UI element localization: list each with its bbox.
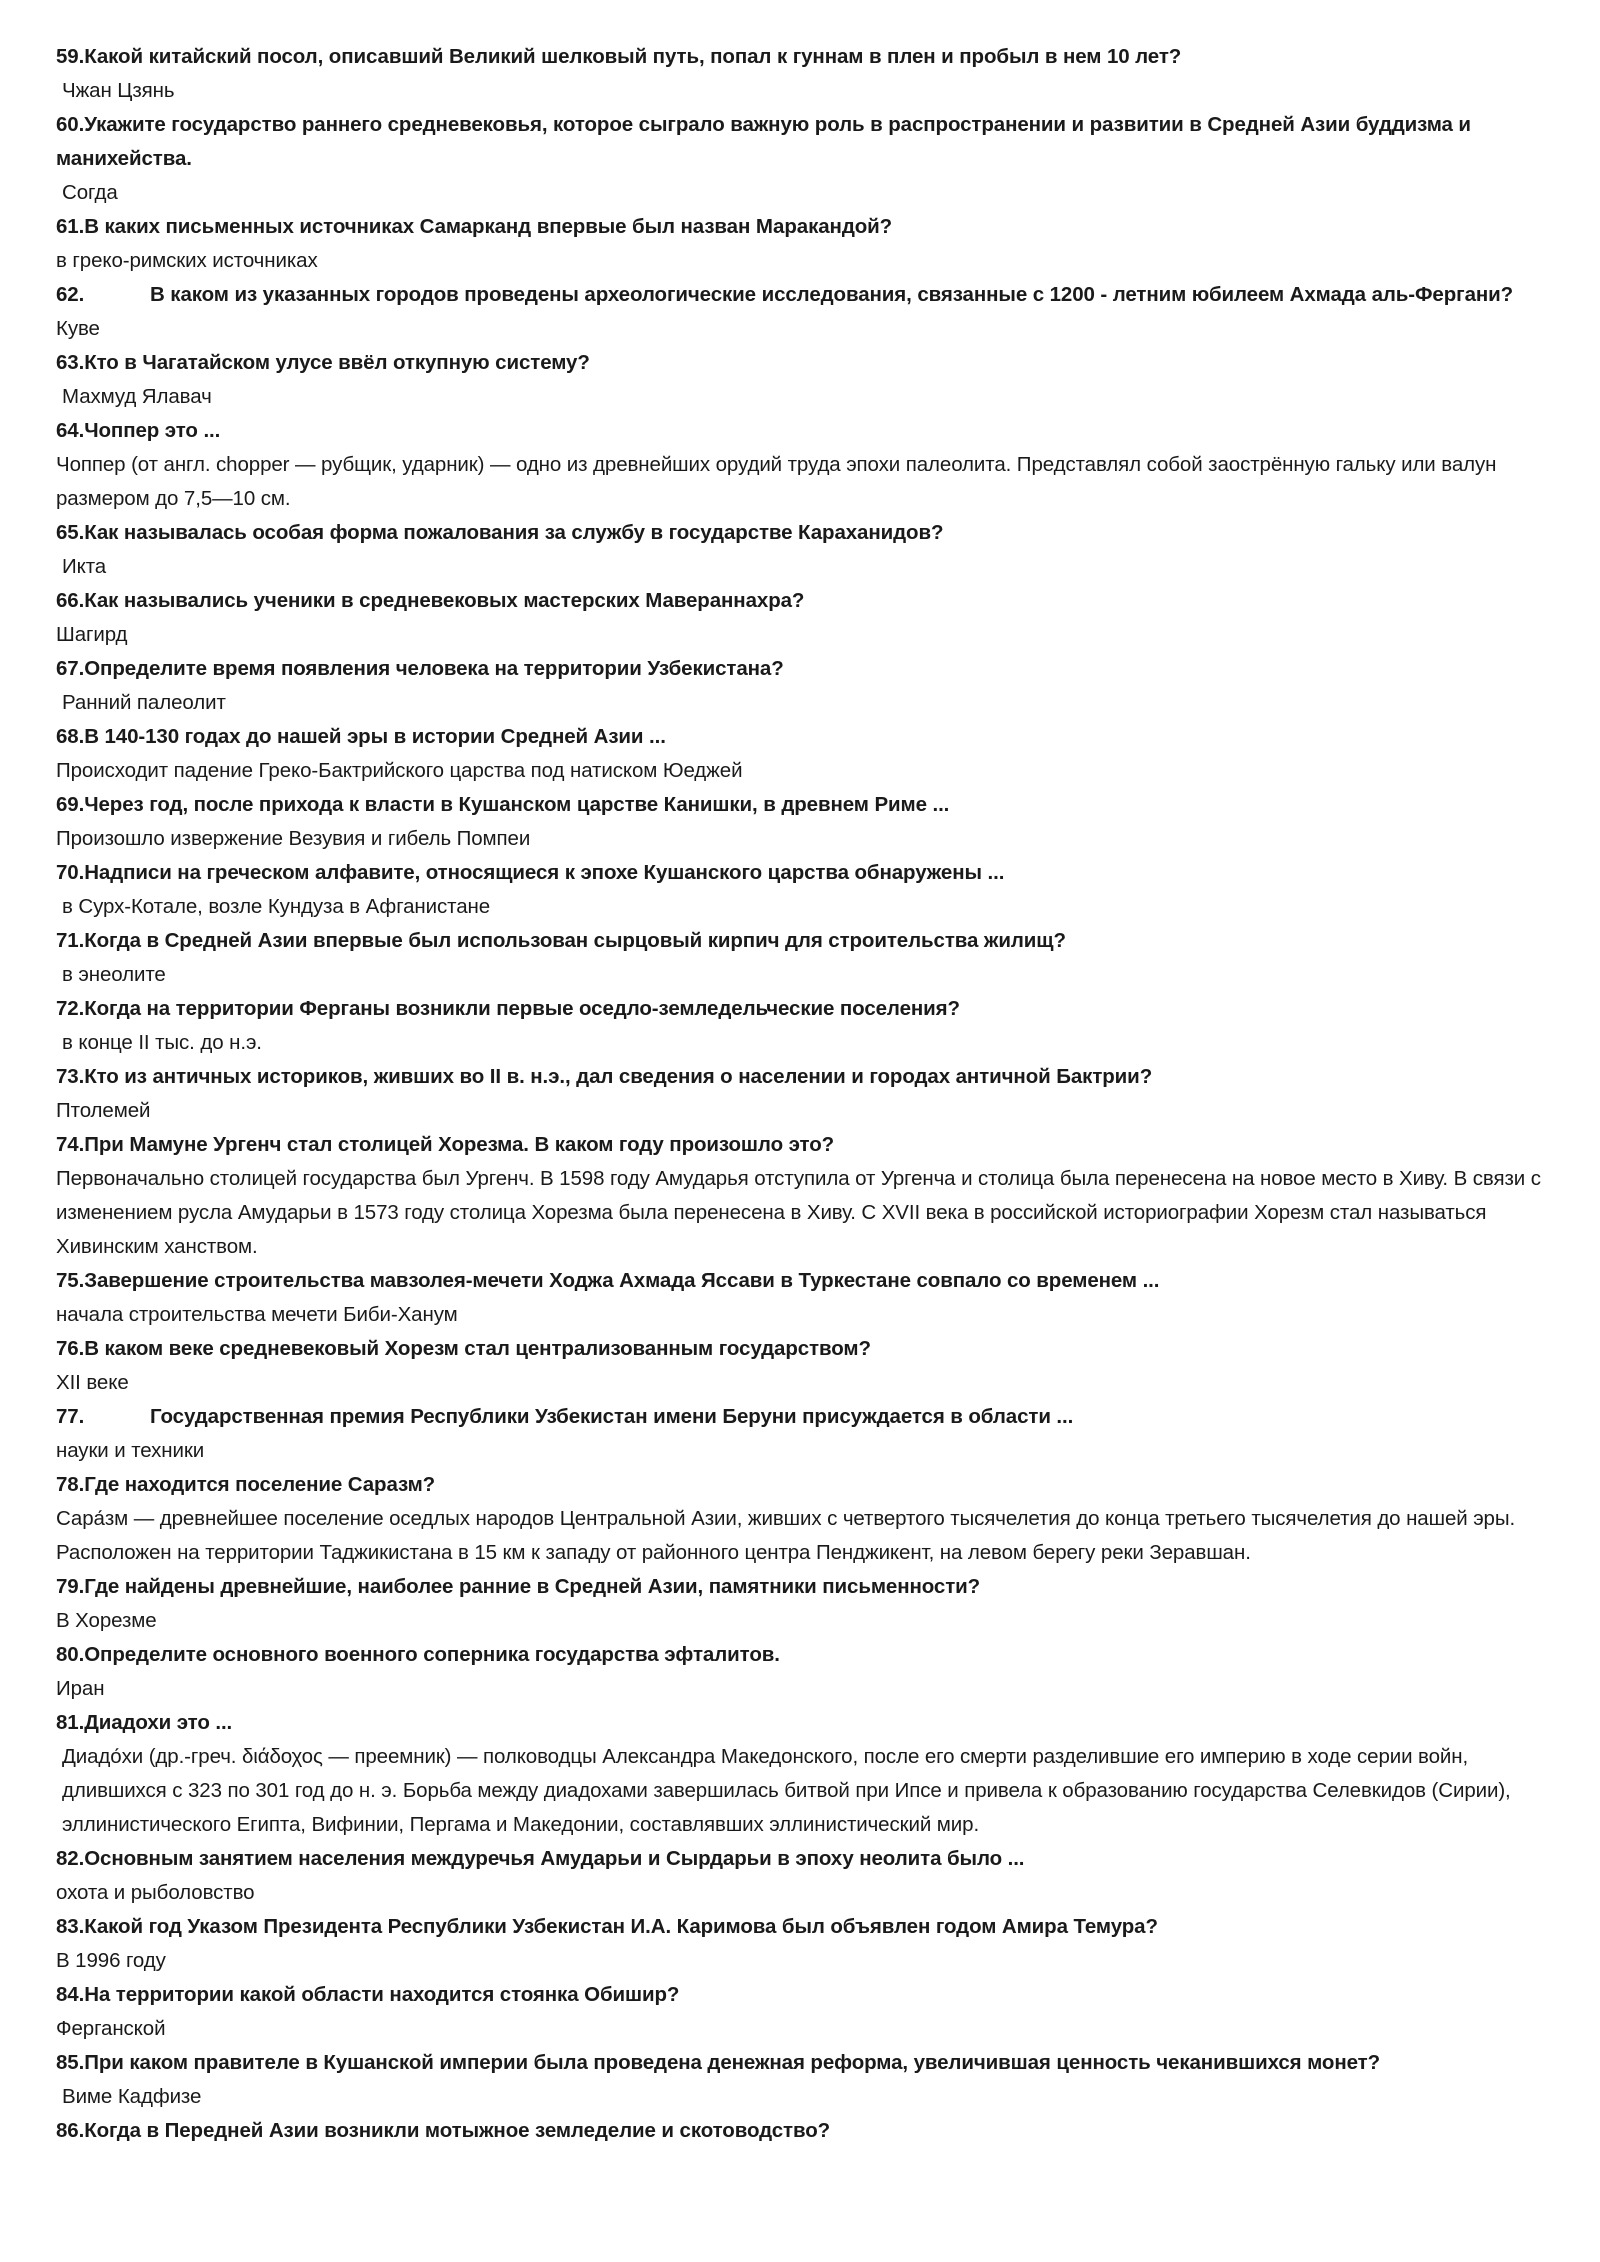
question-body: В каком из указанных городов проведены археологические исследования, связанные с 1200 - летним юбилеем Ахмада аль-Фергани? [150,283,1514,306]
question-text: 61.В каких письменных источниках Самарканд впервые был назван Маракандой? [56,215,893,238]
answer-text: XII веке [56,1371,129,1394]
qa-item [56,1638,1560,1706]
answer-text: Чжан Цзянь [62,79,175,102]
question-text: 76.В каком веке средневековый Хорезм стал централизованным государством? [56,1337,871,1360]
question-text: 59.Какой китайский посол, описавший Великий шелковый путь, попал к гуннам в плен и пробыл в нем 10 лет? [56,45,1182,68]
qa-item [56,788,1560,856]
question-text: 78.Где находится поселение Саразм? [56,1473,436,1496]
answer-text: охота и рыболовство [56,1881,255,1904]
answer-text: В Хорезме [56,1609,157,1632]
question-text [56,1400,1560,1434]
answer-text: в Сурх-Котале, возле Кундуза в Афганистане [62,895,491,918]
qa-item [56,856,1560,924]
answer-text: Птолемей [56,1099,151,1122]
answer-text: Ранний палеолит [62,691,226,714]
qa-item [56,346,1560,414]
qa-item [56,1842,1560,1910]
question-answer-list [56,40,1560,2148]
question-text: 67.Определите время появления человека на территории Узбекистана? [56,657,784,680]
qa-item [56,516,1560,584]
answer-text: Произошло извержение Везувия и гибель Помпеи [56,827,531,850]
qa-item [56,1706,1560,1842]
qa-item [56,108,1560,210]
qa-item [56,720,1560,788]
answer-text: Диадо́хи (др.-греч. διάδοχος — преемник) — полководцы Александра Македонского, после его смерти разделившие его империю в ходе серии войн, длившихся с 323 по 301 год до н. э. Борьба между диадохами завершилась битвой при Ипсе и привела к образованию государства Селевкидов (Сирии), эллинистического Египта, Вифинии, Пергама и Македонии, составлявших эллинистический мир. [62,1745,1511,1836]
qa-item [56,1332,1560,1400]
qa-item [56,992,1560,1060]
qa-item [56,1910,1560,1978]
qa-item [56,1264,1560,1332]
question-text: 68.В 140-130 годах до нашей эры в истории Средней Азии ... [56,725,666,748]
question-text: 85.При каком правителе в Кушанской империи была проведена денежная реформа, увеличившая ценность чеканившихся монет? [56,2051,1381,2074]
qa-item [56,2046,1560,2114]
question-text: 66.Как назывались ученики в средневековых мастерских Мавераннахра? [56,589,805,612]
question-text: 63.Кто в Чагатайском улусе ввёл откупную систему? [56,351,590,374]
answer-text: Сара́зм — древнейшее поселение оседлых народов Центральной Азии, живших с четвертого тысячелетия до конца третьего тысячелетия до нашей эры. Расположен на территории Таджикистана в 15 км к западу от районного центра Пенджикент, на левом берегу реки Зеравшан. [56,1507,1516,1564]
qa-item [56,414,1560,516]
question-text: 74.При Мамуне Ургенч стал столицей Хорезма. В каком году произошло это? [56,1133,835,1156]
answer-text: Иран [56,1677,105,1700]
question-text: 70.Надписи на греческом алфавите, относящиеся к эпохе Кушанского царства обнаружены ... [56,861,1005,884]
answer-text: в греко-римских источниках [56,249,318,272]
answer-text: Согда [62,181,118,204]
question-text: 80.Определите основного военного соперника государства эфталитов. [56,1643,780,1666]
qa-item [56,924,1560,992]
question-text: 81.Диадохи это ... [56,1711,233,1734]
answer-text: Виме Кадфизе [62,2085,202,2108]
question-text: 72.Когда на территории Ферганы возникли первые оседло-земледельческие поселения? [56,997,960,1020]
qa-item [56,1468,1560,1570]
question-text: 86.Когда в Передней Азии возникли мотыжное земледелие и скотоводство? [56,2119,831,2142]
answer-text: начала строительства мечети Биби-Ханум [56,1303,458,1326]
answer-text: в энеолите [62,963,166,986]
question-text: 64.Чоппер это ... [56,419,221,442]
question-number: 62. [56,283,85,306]
qa-item [56,1570,1560,1638]
answer-text: Куве [56,317,100,340]
question-body: Государственная премия Республики Узбекистан имени Беруни присуждается в области ... [150,1405,1074,1428]
question-text: 79.Где найдены древнейшие, наиболее ранние в Средней Азии, памятники письменности? [56,1575,981,1598]
answer-text: Чоппер (от англ. chopper — рубщик, ударник) — одно из древнейших орудий труда эпохи палеолита. Представлял собой заострённую гальку или валун размером до 7,5—10 см. [56,453,1497,510]
answer-text: В 1996 году [56,1949,166,1972]
qa-item [56,1060,1560,1128]
answer-text: Шагирд [56,623,128,646]
qa-item [56,1400,1560,1468]
answer-text: науки и техники [56,1439,205,1462]
answer-text: Первоначально столицей государства был Ургенч. В 1598 году Амударья отступила от Ургенча и столица была перенесена на новое место в Хиву. В связи с изменением русла Амударьи в 1573 году столица Хорезма была перенесена в Хиву. С XVII века в российской историографии Хорезм стал называться Хивинским ханством. [56,1167,1541,1258]
qa-item [56,210,1560,278]
answer-text: Происходит падение Греко-Бактрийского царства под натиском Юеджей [56,759,743,782]
qa-item [56,584,1560,652]
answer-text: Ферганской [56,2017,166,2040]
question-text: 71.Когда в Средней Азии впервые был использован сырцовый кирпич для строительства жилищ? [56,929,1066,952]
question-text: 65.Как называлась особая форма пожалования за службу в государстве Караханидов? [56,521,944,544]
answer-text: Икта [62,555,107,578]
question-text: 82.Основным занятием населения междуречья Амударьи и Сырдарьи в эпоху неолита было ... [56,1847,1025,1870]
qa-item [56,40,1560,108]
qa-item [56,1128,1560,1264]
qa-item [56,2114,1560,2148]
question-text [56,278,1560,312]
qa-item [56,1978,1560,2046]
question-text: 75.Завершение строительства мавзолея-мечети Ходжа Ахмада Яссави в Туркестане совпало со временем ... [56,1269,1160,1292]
qa-item [56,278,1560,346]
question-text: 60.Укажите государство раннего средневековья, которое сыграло важную роль в распространении и развитии в Средней Азии буддизма и манихейства. [56,113,1471,170]
answer-text: в конце II тыс. до н.э. [62,1031,262,1054]
question-text: 69.Через год, после прихода к власти в Кушанском царстве Канишки, в древнем Риме ... [56,793,950,816]
question-text: 83.Какой год Указом Президента Республики Узбекистан И.А. Каримова был объявлен годом Амира Темура? [56,1915,1158,1938]
qa-item [56,652,1560,720]
question-text: 84.На территории какой области находится стоянка Обишир? [56,1983,680,2006]
question-number: 77. [56,1405,85,1428]
answer-text: Махмуд Ялавач [62,385,212,408]
question-text: 73.Кто из античных историков, живших во II в. н.э., дал сведения о населении и городах античной Бактрии? [56,1065,1153,1088]
